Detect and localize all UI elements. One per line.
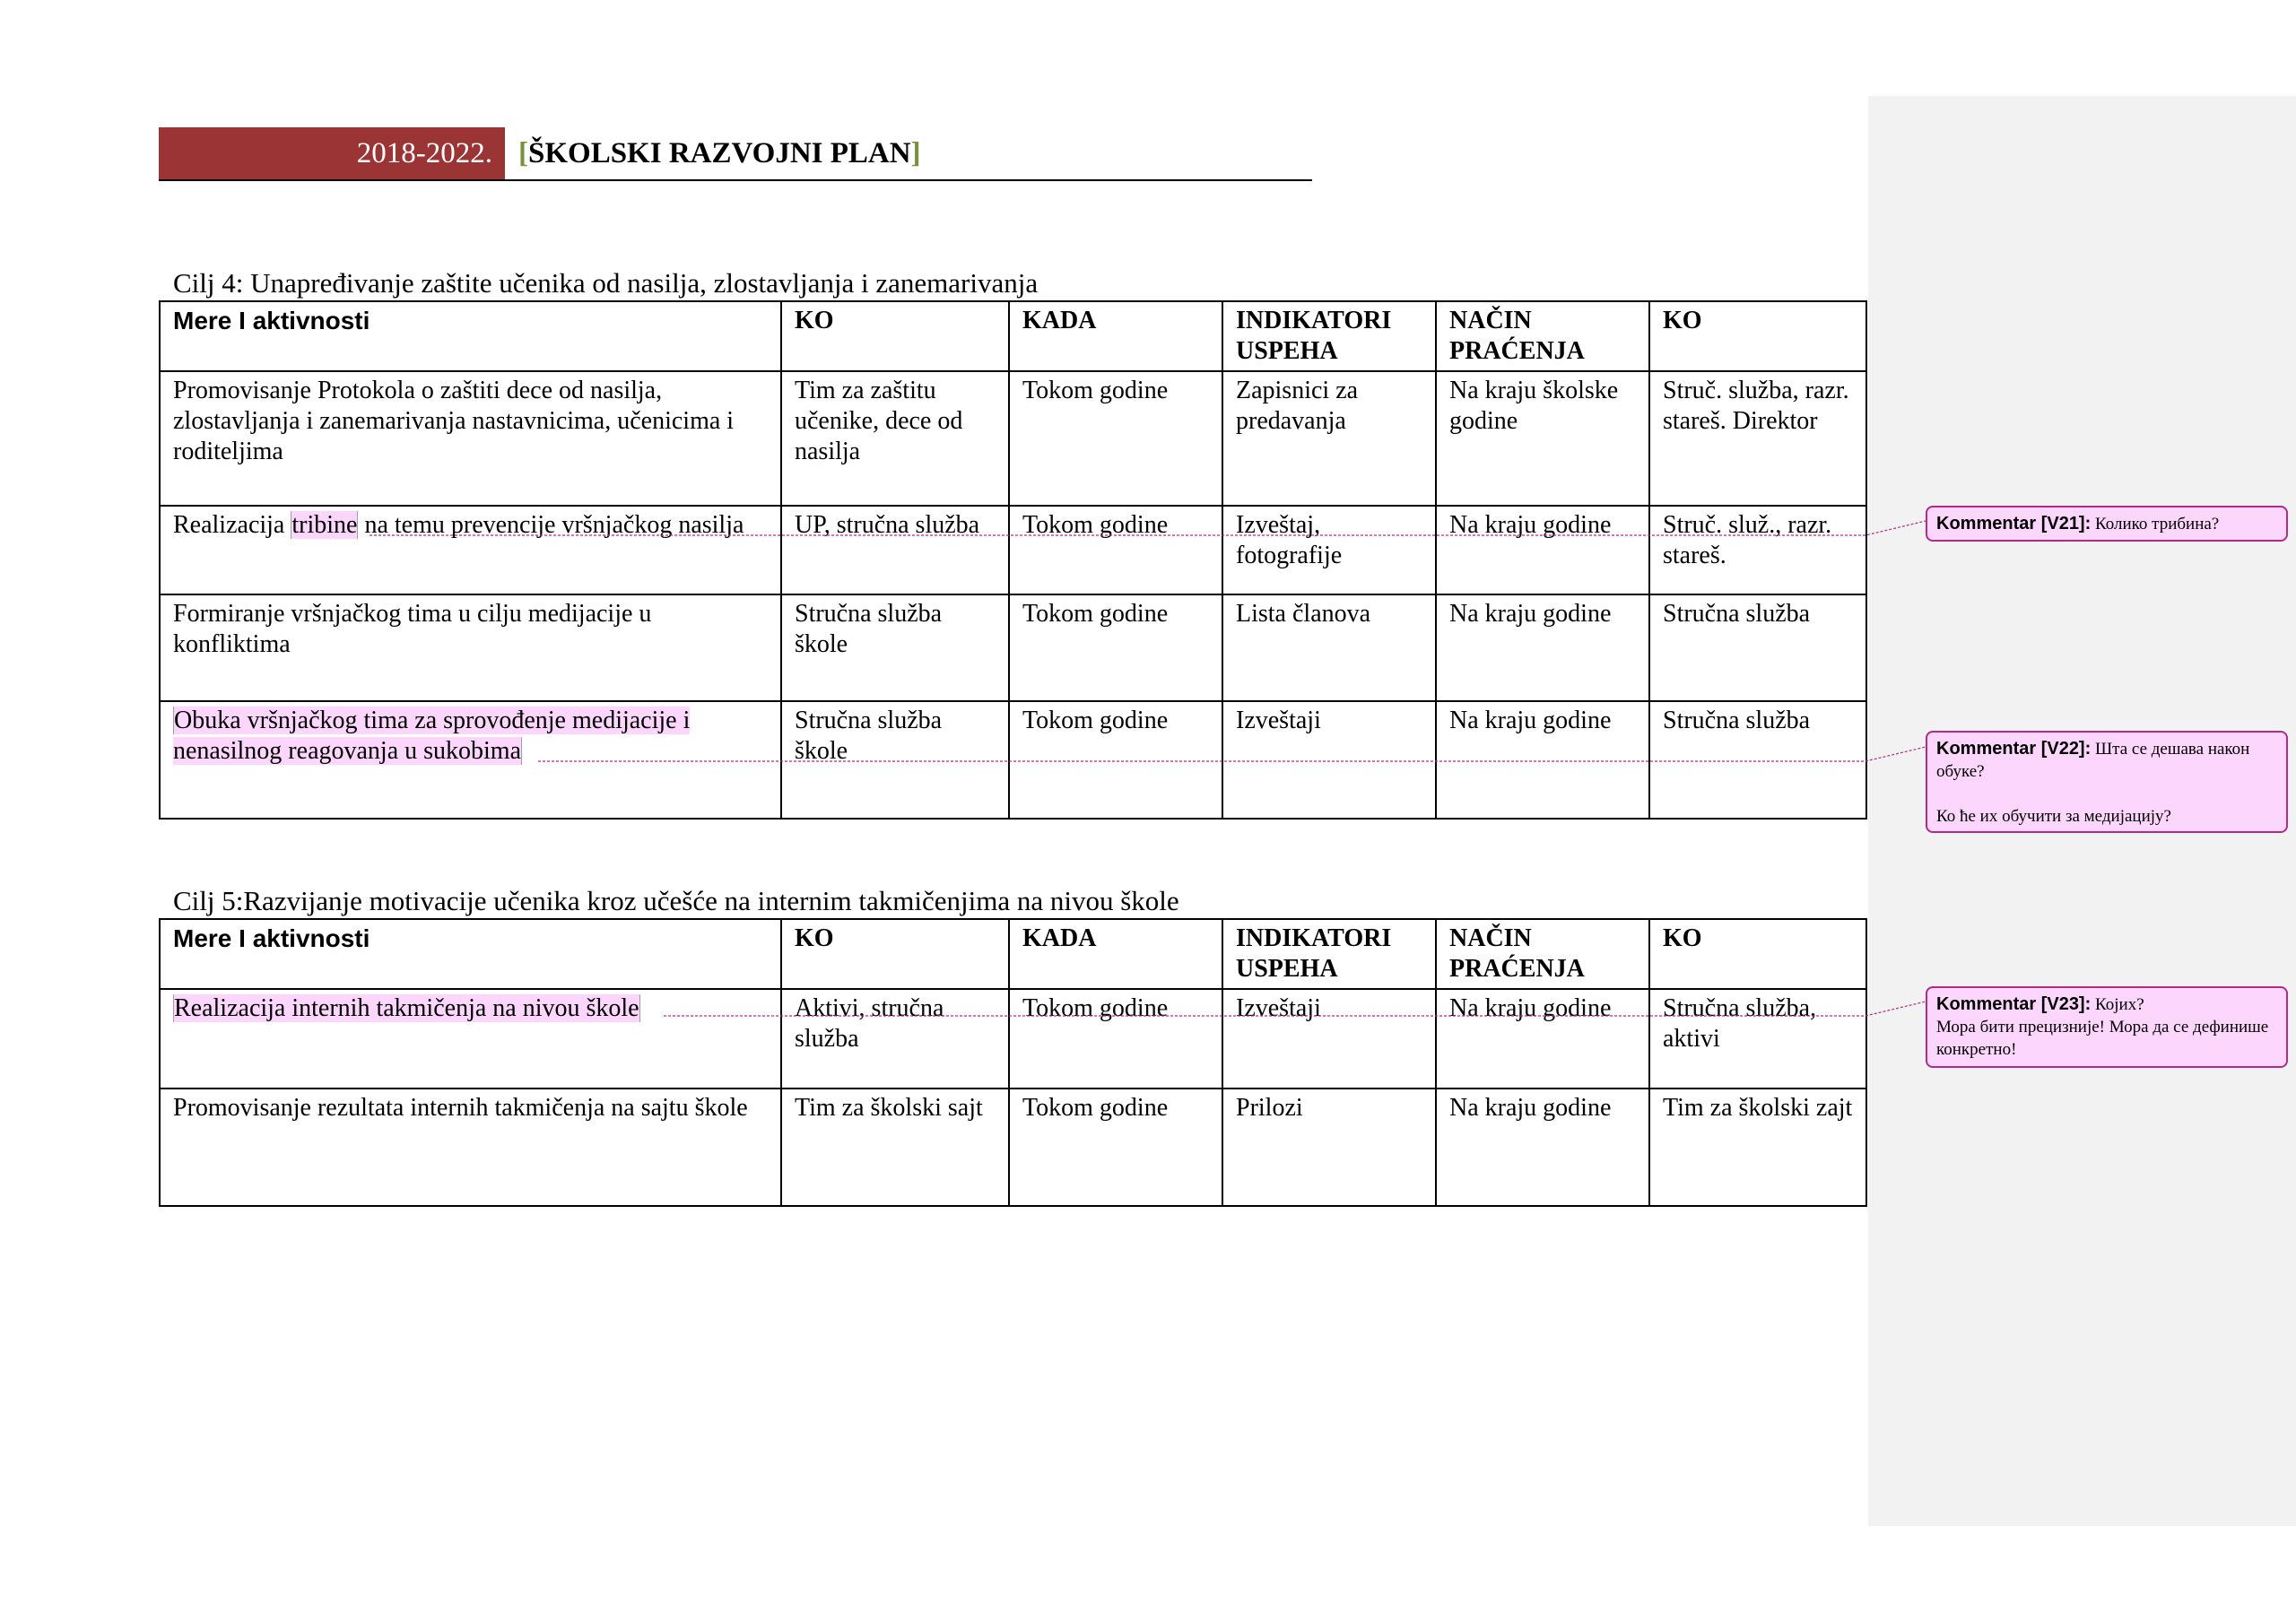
table-cell: Na kraju godine [1436,989,1649,1089]
table-cell: Tim za školski zajt [1649,1089,1866,1206]
table-cell: Stručna služba škole [781,594,1009,701]
comment-text: Којих? [2095,995,2144,1014]
table-row [160,371,1866,506]
table-cell [160,989,781,1089]
goal-5-table [159,918,1867,1207]
col-header: KO [781,301,1009,371]
table-cell: Stručna služba [1649,594,1866,701]
table-cell [160,506,781,594]
table-cell: Izveštaji [1222,989,1436,1089]
table-cell: Struč. služ., razr. stareš. [1649,506,1866,594]
col-header: Mere I aktivnosti [160,919,781,989]
table-cell: Formiranje vršnjačkog tima u cilju medijacije u konfliktima [160,594,781,701]
header-rule [159,179,1312,181]
table-cell: Tokom godine [1009,594,1222,701]
col-header: Mere I aktivnosti [160,301,781,371]
col-header: KO [1649,301,1866,371]
comment-anchor-v23[interactable]: Realizacija internih takmičenja na nivou škole [174,994,639,1022]
table-cell: Aktivi, stručna služba [781,989,1009,1089]
comment-label: Kommentar [V23]: [1936,994,2092,1014]
table-cell: Tokom godine [1009,701,1222,819]
bracket-open: [ [518,137,528,169]
goal-5-title: Cilj 5:Razvijanje motivacije učenika kroz učešće na internim takmičenjima na nivou škole [173,885,1179,916]
col-header: KADA [1009,301,1222,371]
table-cell: Na kraju godine [1436,1089,1649,1206]
table-cell: Na kraju godine [1436,506,1649,594]
table-cell: Lista članova [1222,594,1436,701]
table-cell: Stručna služba [1649,701,1866,819]
col-header: KO [1649,919,1866,989]
table-header-row [160,919,1866,989]
table-cell: Prilozi [1222,1089,1436,1206]
table-cell: Tim za zaštitu učenike, dece od nasilja [781,371,1009,506]
comment-label: Kommentar [V22]: [1936,739,2092,759]
table-cell: Tokom godine [1009,989,1222,1089]
col-header: INDIKATORI USPEHA [1222,919,1436,989]
table-cell: Stručna služba škole [781,701,1009,819]
header-title [518,127,921,179]
comment-anchor-v22[interactable]: Obuka vršnjačkog tima za sprovođenje medijacije i nenasilnog reagovanja u sukobima [173,707,691,765]
table-cell: Tokom godine [1009,506,1222,594]
comment-balloon-v22[interactable] [1926,731,2288,833]
table-cell: Na kraju godine [1436,701,1649,819]
table-row [160,506,1866,594]
table-cell: Tokom godine [1009,1089,1222,1206]
header-years: 2018-2022. [159,127,505,179]
table-cell: Tim za školski sajt [781,1089,1009,1206]
comment-label: Kommentar [V21]: [1936,514,2092,533]
goal-4-title: Cilj 4: Unapređivanje zaštite učenika od nasilja, zlostavljanja i zanemarivanja [173,267,1039,299]
comment-balloon-v21[interactable] [1926,506,2288,542]
table-cell: Promovisanje rezultata internih takmičenja na sajtu škole [160,1089,781,1206]
comment-anchor-v21[interactable]: tribine [291,511,358,539]
comment-balloon-v23[interactable] [1926,986,2288,1068]
comment-text [1936,783,2277,805]
table-header-row [160,301,1866,371]
col-header: NAČIN PRAĆENJA [1436,919,1649,989]
table-cell: UP, stručna služba [781,506,1009,594]
bracket-close: ] [910,137,921,169]
table-cell: Struč. služba, razr. stareš. Direktor [1649,371,1866,506]
table-row [160,594,1866,701]
table-cell: Stručna služba, aktivi [1649,989,1866,1089]
cell-text: na temu prevencije vršnjačkog nasilja [358,511,744,539]
table-row [160,1089,1866,1206]
table-cell: Na kraju školske godine [1436,371,1649,506]
table-row [160,989,1866,1089]
table-cell: Promovisanje Protokola o zaštiti dece od nasilja, zlostavljanja i zanemarivanja nastavnicima, učenicima i roditeljima [160,371,781,506]
table-row [160,701,1866,819]
table-cell: Tokom godine [1009,371,1222,506]
col-header: INDIKATORI USPEHA [1222,301,1436,371]
table-cell: Izveštaj, fotografije [1222,506,1436,594]
col-header: KO [781,919,1009,989]
goal-4-table [159,300,1867,820]
table-cell: Na kraju godine [1436,594,1649,701]
header-title-text: ŠKOLSKI RAZVOJNI PLAN [528,137,911,169]
table-cell [160,701,781,819]
table-cell: Izveštaji [1222,701,1436,819]
comment-text: Шта се дешава након обуке? [1936,740,2250,781]
comment-text: Колико трибина? [2095,515,2220,533]
cell-text: Realizacija [173,511,291,539]
col-header: NAČIN PRAĆENJA [1436,301,1649,371]
comment-text: Ко ће их обучити за медијацију? [1936,807,2171,826]
col-header: KADA [1009,919,1222,989]
comment-text: Мора бити прецизније! Мора да се дефинише конкретно! [1936,1018,2269,1059]
table-cell: Zapisnici za predavanja [1222,371,1436,506]
